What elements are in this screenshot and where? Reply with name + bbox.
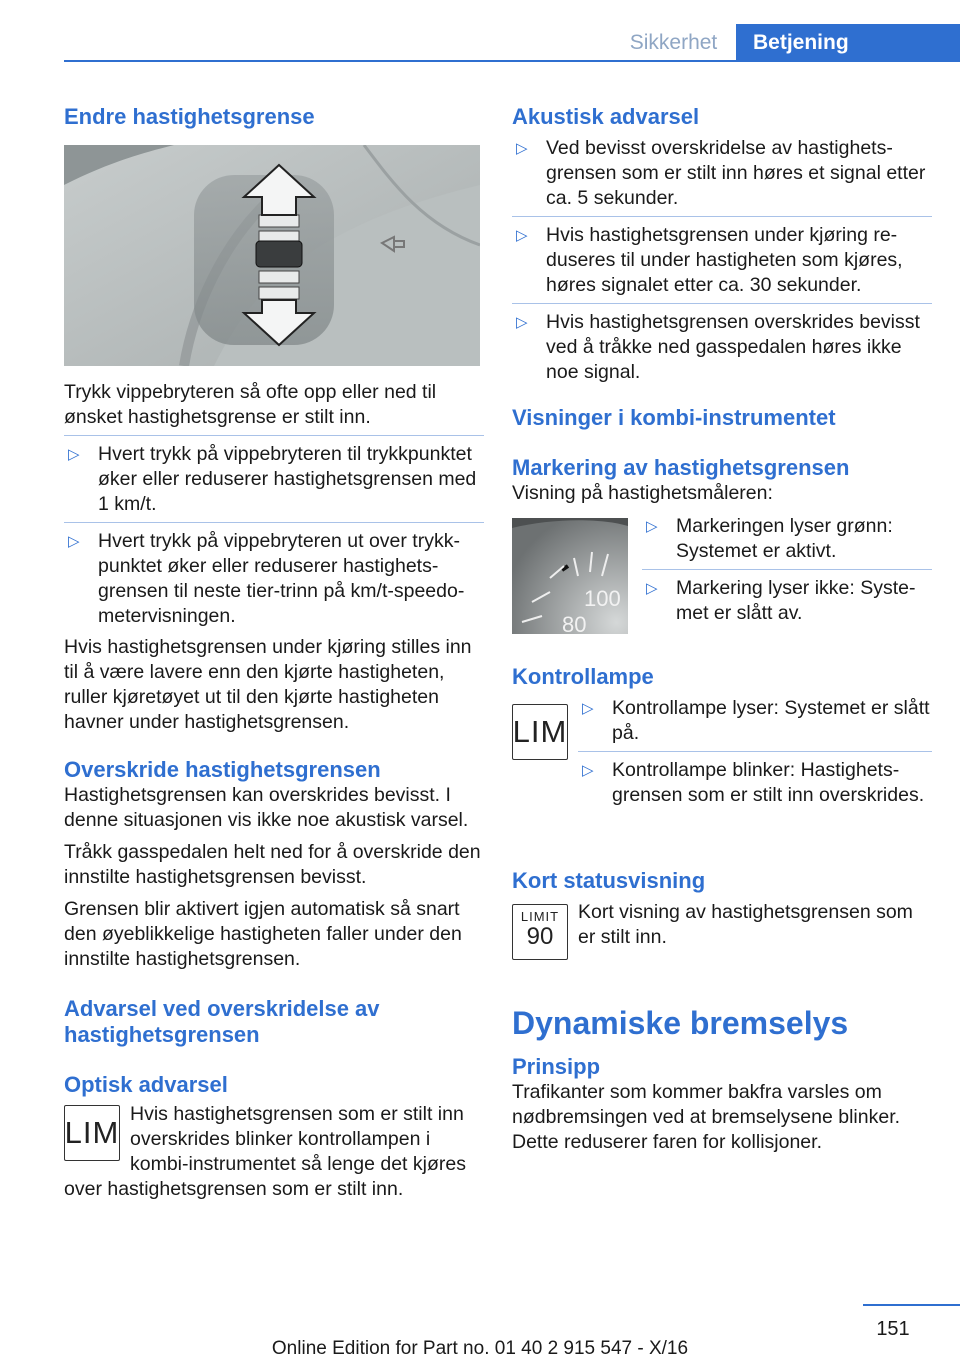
paragraph-optisk: Hvis hastighetsgrensen som er stilt inn overskrides blinker kontrollampen i kombi-instrumentet så lenge det kjøres over hastighetsgrensen som er stilt inn.	[64, 1103, 466, 1200]
heading-prinsipp: Prinsipp	[512, 1054, 601, 1079]
paragraph-prinsipp: Trafikanter som kommer bakfra varsles om nødbremsingen ved at bremselysene blinker. Dette reduserer faren for kollisjoner.	[512, 1081, 901, 1153]
heading-advarsel: Advarsel ved overskridelse av hastighetsgrensen	[64, 996, 380, 1047]
header-rule	[64, 60, 960, 62]
heading-dynamiske-bremselys: Dynamiske bremselys	[512, 1005, 849, 1041]
heading-kort-statusvisning: Kort statusvisning	[512, 868, 706, 893]
list-item	[578, 696, 932, 746]
list-item	[512, 136, 932, 211]
heading-visninger: Visninger i kombi-instrumentet	[512, 405, 836, 430]
lim-indicator-icon: LIM	[64, 1105, 120, 1161]
bullet-triangle-icon: ▷	[68, 533, 80, 550]
list-item	[578, 758, 932, 808]
list-item-text: Markeringen lyser grønn: Systemet er aktivt.	[676, 515, 893, 562]
paragraph-kort: Kort visning av hastighetsgrensen som er stilt inn.	[578, 901, 913, 948]
limit-value: 90	[526, 923, 554, 950]
tab-betjening[interactable]: Betjening	[736, 24, 960, 62]
list-item-text: Hvis hastighetsgrensen under kjøring reduseres til under hastigheten som kjøres, høres signalet etter ca. 30 sekunder.	[546, 224, 903, 296]
page-number: 151	[876, 1318, 910, 1340]
list-item	[64, 529, 484, 629]
steering-wheel-photo	[64, 145, 480, 366]
list-item-text: Hvert trykk på vippebryteren ut over trykkpunktet øker eller reduserer hastighetsgrensen til neste tier-trinn på km/t-speedometervisningen.	[98, 530, 465, 627]
heading-endre-hastighetsgrense: Endre hastighetsgrense	[64, 104, 315, 129]
bullet-triangle-icon: ▷	[516, 314, 528, 331]
heading-markering: Markering av hastighetsgrensen	[512, 455, 850, 480]
heading-akustisk-advarsel: Akustisk advarsel	[512, 104, 700, 129]
paragraph-visning: Visning på hastighetsmåleren:	[512, 482, 773, 504]
list-item	[642, 514, 932, 564]
bullet-triangle-icon: ▷	[582, 700, 594, 717]
list-item-text: Markering lyser ikke: Systemet er slått av.	[676, 577, 916, 624]
speedo-label-80: 80	[562, 612, 587, 634]
list-item-text: Kontrollampe blinker: Hastighetsgrensen som er stilt inn overskrides.	[612, 759, 925, 806]
speedo-label-100: 100	[584, 586, 621, 611]
list-item-text: Kontrollampe lyser: Systemet er slått på.	[612, 697, 930, 744]
list-item-text: Hvis hastighetsgrensen overskrides bevisst ved å tråkke ned gasspedalen høres ikke noe signal.	[546, 311, 920, 383]
tab-sikkerhet[interactable]: Sikkerhet	[629, 31, 718, 54]
right-column	[512, 104, 932, 1155]
paragraph-overskride-3: Grensen blir aktivert igjen automatisk så snart den øyeblikkelige hastigheten faller under den innstilte hastighetsgrensen.	[64, 898, 462, 970]
list-item-text: Hvert trykk på vippebryteren til trykkpunktet øker eller reduserer hastighetsgrensen med 1 km/t.	[98, 443, 477, 515]
bullet-triangle-icon: ▷	[646, 580, 658, 597]
bullet-triangle-icon: ▷	[516, 140, 528, 157]
list-item	[642, 576, 932, 626]
list-item	[64, 442, 484, 517]
bullet-triangle-icon: ▷	[582, 762, 594, 779]
speedometer-photo	[512, 518, 628, 634]
paragraph-overskride-1: Hastighetsgrensen kan overskrides bevisst. I denne situasjonen vis ikke noe akustisk varsel.	[64, 784, 469, 831]
bullet-triangle-icon: ▷	[516, 227, 528, 244]
limit-word: LIMIT	[520, 909, 560, 924]
list-item	[512, 310, 932, 385]
paragraph-trykk: Trykk vippebryteren så ofte opp eller ned til ønsket hastighetsgrense er stilt inn.	[64, 381, 437, 428]
bullet-triangle-icon: ▷	[646, 518, 658, 535]
footer-rule	[863, 1304, 960, 1306]
bullet-triangle-icon: ▷	[68, 446, 80, 463]
paragraph-overskride-2: Tråkk gasspedalen helt ned for å overskride den innstilte hastighetsgrensen bevisst.	[64, 841, 481, 888]
heading-overskride: Overskride hastighetsgrensen	[64, 757, 381, 782]
list-item	[512, 223, 932, 298]
paragraph-hvis: Hvis hastighetsgrensen under kjøring stilles inn til å være lavere enn den kjørte hastigheten, ruller kjøretøyet ut til den kjørte hastigheten havner under hastighetsgrensen.	[64, 636, 472, 733]
footer-edition: Online Edition for Part no. 01 40 2 915 547 - X/16	[271, 1338, 689, 1359]
lim-indicator-icon: LIM	[512, 704, 568, 760]
limit-90-indicator-icon	[512, 904, 568, 960]
heading-optisk-advarsel: Optisk advarsel	[64, 1072, 228, 1097]
heading-kontrollampe: Kontrollampe	[512, 664, 654, 689]
left-column	[64, 104, 484, 1202]
list-item-text: Ved bevisst overskridelse av hastighetsgrensen som er stilt inn høres et signal etter ca. 5 sekunder.	[546, 137, 926, 209]
